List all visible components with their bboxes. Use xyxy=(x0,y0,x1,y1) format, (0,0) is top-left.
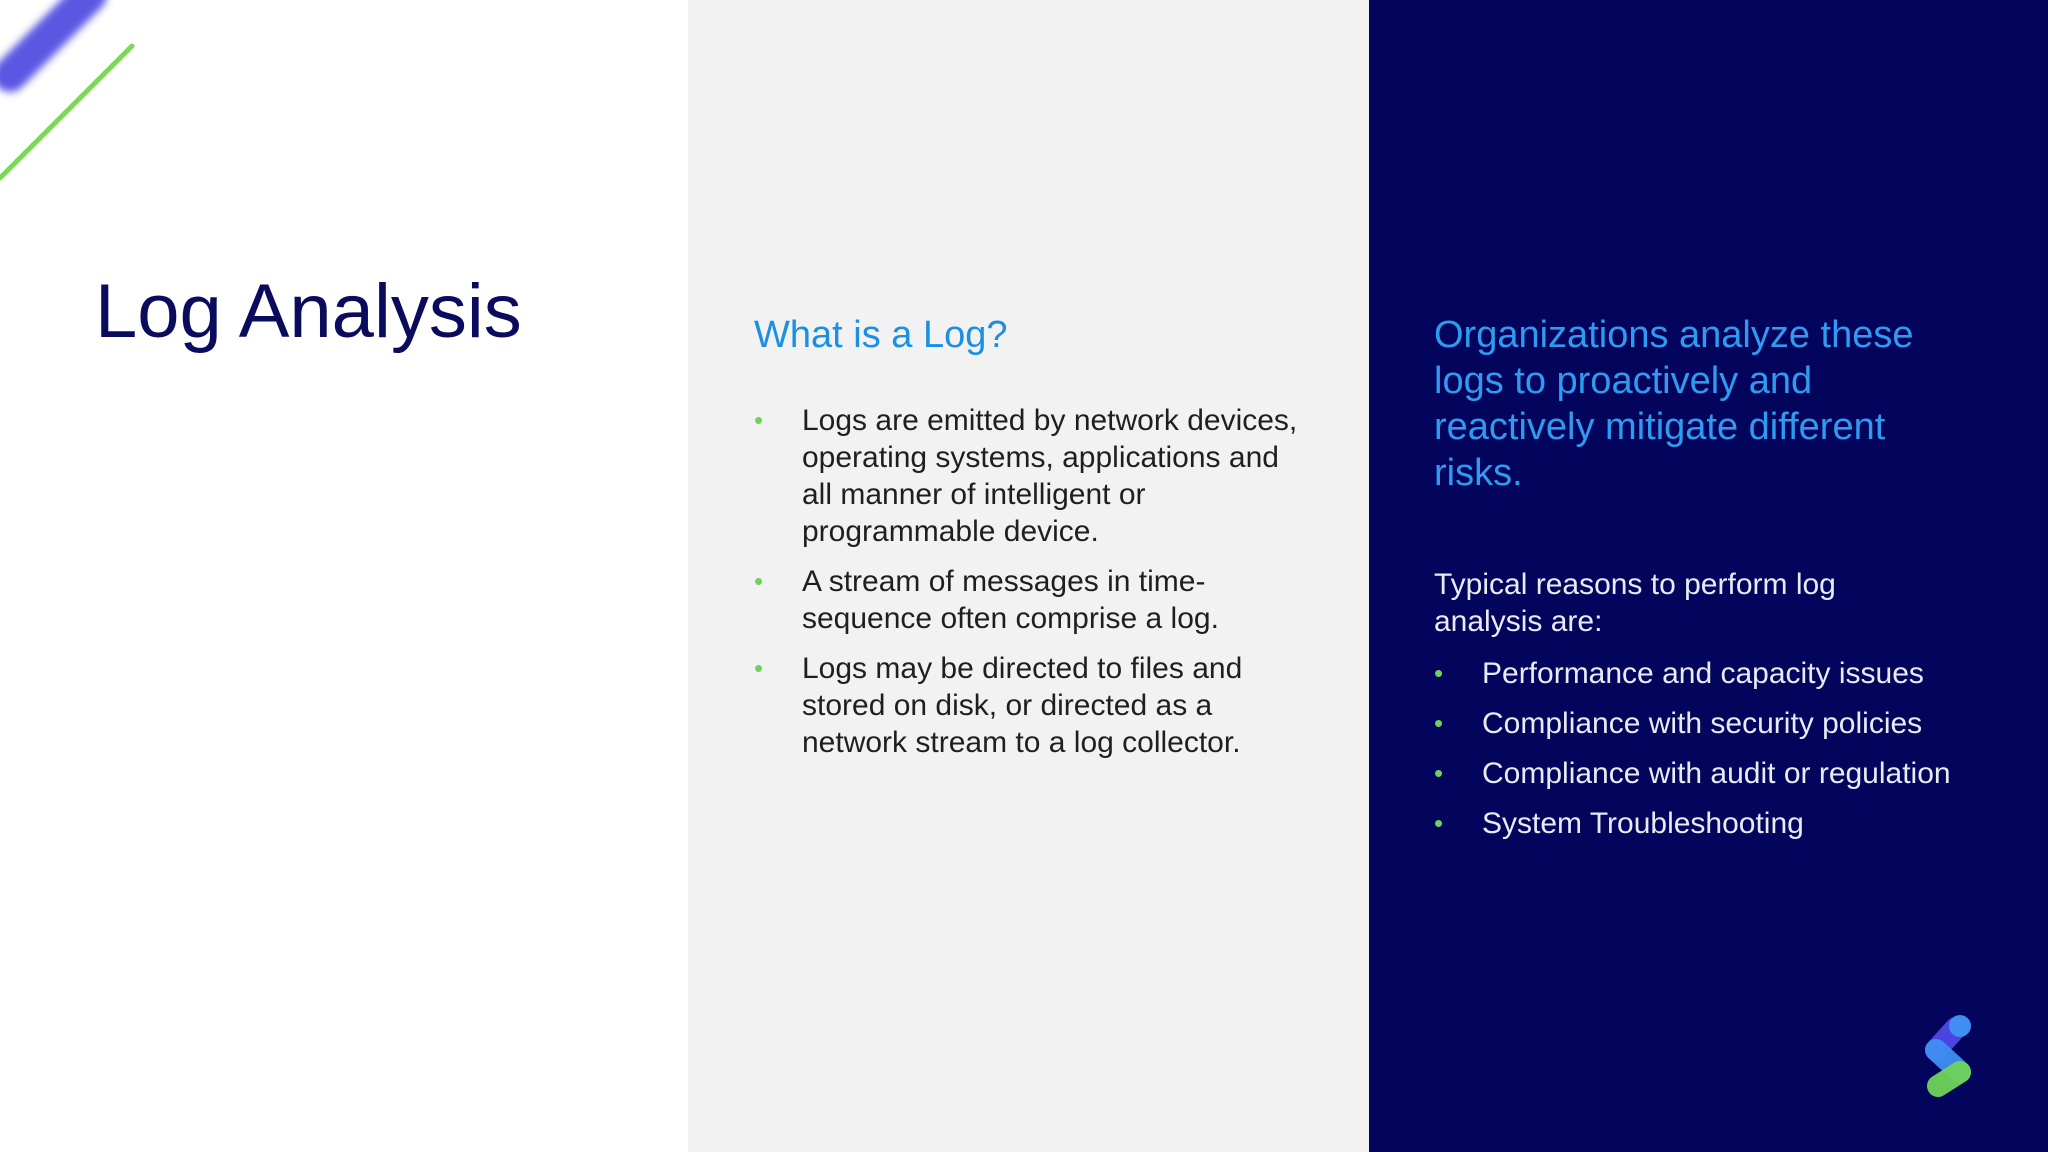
bullet-dot-icon: • xyxy=(1434,808,1444,838)
bullet-text: A stream of messages in time-sequence often comprise a log. xyxy=(802,565,1219,635)
bullet-text: Performance and capacity issues xyxy=(1482,657,1924,690)
right-heading: Organizations analyze these logs to proactively and reactively mitigate different risks. xyxy=(1434,314,1914,494)
bullet-dot-icon: • xyxy=(754,405,764,435)
bullet-dot-icon: • xyxy=(754,566,764,596)
bullet-text: Compliance with audit or regulation xyxy=(1482,757,1951,790)
bullet-dot-icon: • xyxy=(1434,658,1444,688)
slide-title: Log Analysis xyxy=(95,269,522,354)
bullet-text: Logs are emitted by network devices, operating systems, applications and all manner of intelligent or programmable device. xyxy=(802,404,1298,548)
middle-bullet-list xyxy=(754,402,1314,774)
left-panel xyxy=(0,0,688,1152)
list-item xyxy=(1434,755,2014,792)
bullet-dot-icon: • xyxy=(1434,708,1444,738)
list-item xyxy=(754,650,1314,761)
brand-logo-icon xyxy=(1920,1010,1980,1100)
right-intro: Typical reasons to perform log analysis are: xyxy=(1434,568,1836,638)
middle-heading: What is a Log? xyxy=(754,314,1008,356)
diagonal-stripes-icon xyxy=(0,0,160,200)
bullet-text: Logs may be directed to files and stored on disk, or directed as a network stream to a log collector. xyxy=(802,652,1243,759)
list-item xyxy=(1434,655,2014,692)
bullet-text: Compliance with security policies xyxy=(1482,707,1923,740)
bullet-dot-icon: • xyxy=(754,653,764,683)
list-item xyxy=(1434,705,2014,742)
bullet-dot-icon: • xyxy=(1434,758,1444,788)
bullet-text: System Troubleshooting xyxy=(1482,807,1804,840)
list-item xyxy=(1434,805,2014,842)
list-item xyxy=(754,563,1314,637)
list-item xyxy=(754,402,1314,550)
right-bullet-list xyxy=(1434,655,2014,855)
